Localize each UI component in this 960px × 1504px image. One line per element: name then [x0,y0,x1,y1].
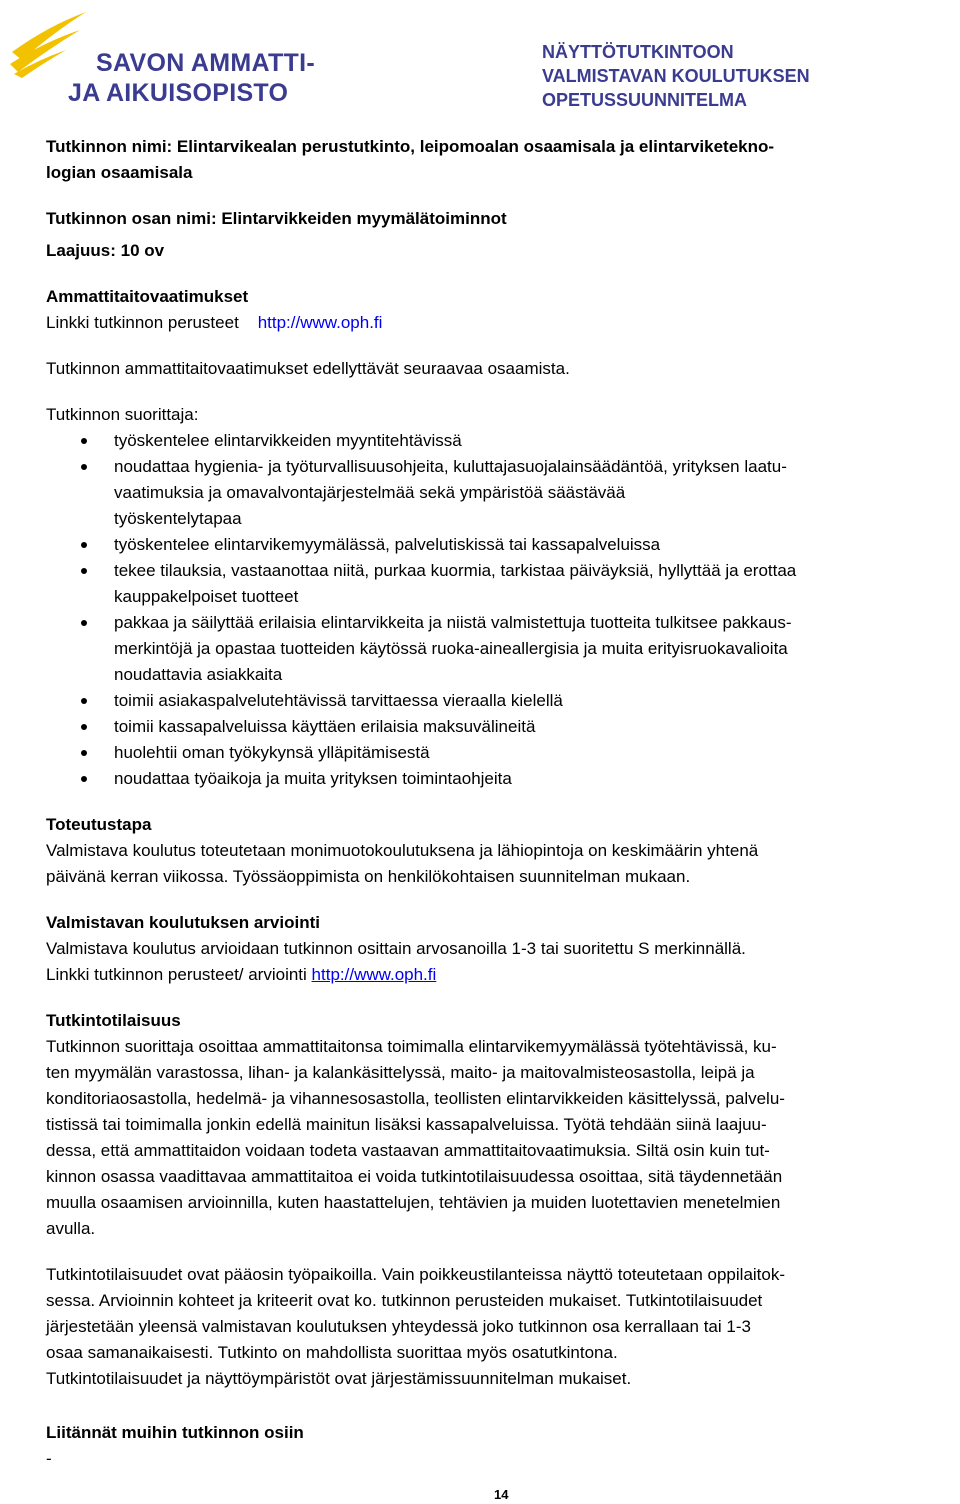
tutkintotilaisuus-paragraph-1: Tutkinnon suorittaja osoittaa ammattitaitonsa toimimalla elintarvikemyymälässä työtehtävissä, ku- ten myymälän varastossa, lihan- ja kalankäsittelyssä, maito- ja maitovalmisteosastolla, leipä ja konditoriaosastolla, hedelmä- ja vihannesosastolla, teollisten elintarvikkeiden käsittelyssä, palvelu- tistissä tai toimimalla jonkin edellä mainitun lisäksi kassapalveluissa. Työtä tehdään siinä laajuu- dessa, että ammattitaidon voidaan todeta vastaavan ammattitaitovaatimuksia. Siltä osin kuin tut- kinnon osassa vaadittavaa ammattitaitoa ei voida tutkintotilaisuudessa osoittaa, sitä täydennetään muulla osaamisen arvioinnilla, kuten haastattelujen, tehtävien ja muiden luotettavien menetelmien avulla. [46,1037,785,1238]
toteutustapa-line: Valmistava koulutus toteutetaan monimuotokoulutuksena ja lähiopintoja on keskimäärin yhtenä [46,841,759,860]
header-title-line: VALMISTAVAN KOULUTUKSEN [542,66,810,86]
suorittaja-lead: Tutkinnon suorittaja: [46,405,199,424]
tutkinnon-osa-name: Tutkinnon osan nimi: Elintarvikkeiden myymälätoiminnot [46,209,507,228]
list-item: noudattaa työaikoja ja muita yrityksen toimintaohjeita [46,766,926,792]
logo-swoosh-icon [8,8,108,78]
tutkintotilaisuus-paragraph-2: Tutkintotilaisuudet ovat pääosin työpaikoilla. Vain poikkeustilanteissa näyttö toteutetaan oppilaitok- sessa. Arvioinnin kohteet ja kriteerit ovat ko. tutkinnon perusteiden mukaiset. Tutkintotilaisuudet järjestetään yleensä valmistavan koulutuksen yhteydessä joko tutkinnon osa kerrallaan tai 1-3 osaa samanaikaisesti. Tutkinto on mahdollista suorittaa myös osatutkintona. Tutkintotilaisuudet ja näyttöympäristöt ovat järjestämissuunnitelman mukaiset. [46,1265,786,1388]
section-heading-arviointi: Valmistavan koulutuksen arviointi [46,913,320,932]
skills-list [46,428,926,792]
logo-text-line2: JA AIKUISOPISTO [68,79,289,107]
list-item: huolehtii oman työkykynsä ylläpitämisestä [46,740,926,766]
arviointi-link-row [46,962,926,988]
arviointi-link-label: Linkki tutkinnon perusteet/ arviointi [46,965,307,984]
document-body [46,134,926,1472]
list-item: noudattaa hygienia- ja työturvallisuusohjeita, kuluttajasuojalainsäädäntöä, yrityksen laatu- vaatimuksia ja omavalvontajärjestelmää sekä ympäristöä säästävää työskentelytapaa [46,454,926,532]
laajuus: Laajuus: 10 ov [46,241,165,260]
logo [8,8,338,108]
document-header-title [542,40,942,112]
logo-text-line1: SAVON AMMATTI- [96,49,315,77]
list-item: työskentelee elintarvikemyymälässä, palvelutiskissä tai kassapalveluissa [46,532,926,558]
tutkinto-name-line: logian osaamisala [46,163,193,182]
section-heading-tutkintotilaisuus: Tutkintotilaisuus [46,1011,181,1030]
page-number: 14 [494,1487,509,1502]
tutkinto-name-line: Tutkinnon nimi: Elintarvikealan perustutkinto, leipomoalan osaamisala ja elintarviketekno- [46,137,775,156]
section-heading-liitannat: Liitännät muihin tutkinnon osiin [46,1423,304,1442]
section-heading-ammattitaito: Ammattitaitovaatimukset [46,287,249,306]
list-item: pakkaa ja säilyttää erilaisia elintarvikkeita ja niistä valmistettuja tuotteita tulkitsee pakkaus- merkintöjä ja opastaa tuotteiden käytössä ruoka-aineallergisia ja muita erityisruokavalioita noudattavia asiakkaita [46,610,926,688]
toteutustapa-line: päivänä kerran viikossa. Työssäoppimista on henkilökohtaisen suunnitelman mukaan. [46,867,691,886]
header-title-line: NÄYTTÖTUTKINTOON [542,42,734,62]
ammattitaito-intro: Tutkinnon ammattitaitovaatimukset edellyttävät seuraavaa osaamista. [46,359,570,378]
arviointi-link[interactable]: http://www.oph.fi [311,965,437,984]
liitannat-value: - [46,1449,52,1468]
arviointi-line: Valmistava koulutus arvioidaan tutkinnon osittain arvosanoilla 1-3 tai suoritettu S merkinnällä. [46,939,746,958]
header-title-line: OPETUSSUUNNITELMA [542,90,748,110]
perusteet-link[interactable]: http://www.oph.fi [257,313,383,332]
perusteet-link-row [46,310,926,336]
perusteet-link-label: Linkki tutkinnon perusteet [46,313,239,332]
list-item: työskentelee elintarvikkeiden myyntitehtävissä [46,428,926,454]
section-heading-toteutustapa: Toteutustapa [46,815,152,834]
list-item: toimii kassapalveluissa käyttäen erilaisia maksuvälineitä [46,714,926,740]
list-item: toimii asiakaspalvelutehtävissä tarvittaessa vieraalla kielellä [46,688,926,714]
list-item: tekee tilauksia, vastaanottaa niitä, purkaa kuormia, tarkistaa päiväyksiä, hyllyttää ja erottaa kauppakelpoiset tuotteet [46,558,926,610]
